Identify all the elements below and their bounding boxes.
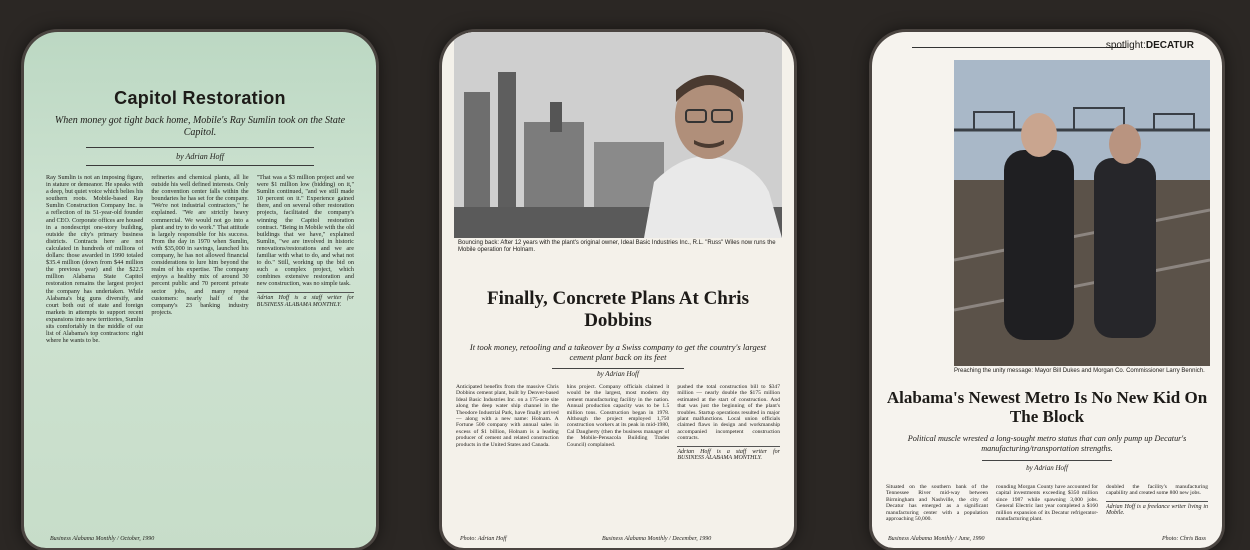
column-1 [46, 174, 143, 484]
photo-credit: Photo: Adrian Hoff [460, 536, 507, 542]
column-2 [151, 174, 248, 484]
section-prefix: spotlight: [1105, 40, 1146, 51]
headline: Alabama's Newest Metro Is No New Kid On The Block [886, 388, 1208, 426]
headline: Capitol Restoration [114, 88, 286, 108]
headline: Finally, Concrete Plans At Chris Dobbins [487, 288, 749, 331]
section-name: DECATUR [1145, 40, 1194, 51]
column-text: Situated on the southern bank of the Tennessee River mid-way between Birmingham and Nashville, the city of Decatur has emerged as a significant manufacturing center with a population approaching 50,000. [886, 484, 988, 523]
photo-credit: Photo: Chris Bass [1161, 536, 1206, 542]
column-3 [1106, 484, 1208, 532]
column-1 [886, 484, 988, 532]
author-tagline: Adrian Hoff is a staff writer for BUSINESS ALABAMA MONTHLY. [677, 446, 780, 462]
column-2 [996, 484, 1098, 532]
author-tagline: Adrian Hoff is a staff writer for BUSINESS ALABAMA MONTHLY. [257, 292, 354, 309]
column-text: hins project. Company officials claimed it would be the largest, most modern dry cement manufacturing facility in the nation. Annual production capacity was to be 1.5 million tons. Construction began in 1978. Although the project employed 1,750 construction workers at its peak in mid-1980, Cal Daugherty (then the business manager of the Mobile-Pensacola Building Trades Council) complained. [566, 384, 670, 448]
divider [86, 147, 314, 148]
photo-officials-on-tracks [954, 60, 1210, 366]
column-text: "That was a $3 million project and we were $1 million low (bidding) on it," Sumlin continued, "and we still made 10 percent on it." Experience gained there, and on several other restoration projects, facilitated the company's winning the Capitol restoration contract. "Being in Mobile with the old buildings that we have," explained Sumlin, "we are involved in historic renovations/restorations and we are familiar with what to do, and what not to do." Still, working up the bid on such a complex project, which combines extensive restoration and new construction, was no simple task. [256, 174, 354, 288]
section-rule [912, 47, 1126, 48]
author-tagline: Adrian Hoff is a freelance writer living in Mobile. [1106, 501, 1208, 517]
photo-illustration [454, 32, 782, 238]
folio: Business Alabama Monthly / December, 1990 [602, 536, 712, 542]
photo-caption: Preaching the unity message: Mayor Bill Dukes and Morgan Co. Commissioner Larry Bennich. [954, 368, 1205, 374]
photo-plant-and-man [454, 32, 782, 238]
column-text: Anticipated benefits from the massive Chris Dobbins cement plant, built by Denver-based Ideal Basic Industries Inc. on a 175-acre site along the deep water ship channel in the Theodore Industrial Park, have finally arrived — along with a new name: Holnam. A Fortune 500 company with annual sales in excess of $1 billion, Holnam is a leading producer of cement and related construction products in the United States and Canada. [456, 384, 559, 448]
column-1 [456, 384, 559, 524]
column-text: rounding Morgan County have accounted for capital investments exceeding $350 million since 1987 while spawning 3,000 jobs. General Electric last year completed a $160 million expansion of its Decatur refrigerator-manufacturing plant. [996, 484, 1098, 523]
photo-caption: Bouncing back: After 12 years with the plant's original owner, Ideal Basic Industries Inc., R.L. "Russ" Wiles now runs the Mobile operation for Holnam. [458, 240, 776, 253]
column-3 [677, 384, 780, 524]
byline: by Adrian Hoff [597, 370, 639, 378]
page-capitol-restoration [24, 32, 376, 548]
page-newest-metro [872, 32, 1222, 548]
article-columns [886, 484, 1208, 532]
deck: It took money, retooling and a takeover by a Swiss company to get the country's largest cement plant back on its feet [469, 342, 767, 362]
article-columns [46, 174, 354, 484]
byline: by Adrian Hoff [176, 152, 224, 161]
deck: Political muscle wrested a long-sought metro status that can only pump up Decatur's manufacturing/transportation strengths. [907, 434, 1187, 453]
folio: Business Alabama Monthly / June, 1990 [888, 536, 985, 542]
page-concrete-plans [442, 32, 794, 548]
article-columns [456, 384, 780, 524]
byline: by Adrian Hoff [1026, 464, 1068, 472]
section-header [1106, 40, 1194, 51]
column-text: refineries and chemical plants, all lie outside his well defined interests. Only the convention center falls within the boundaries he has set for the company. "We're not industrial contractors," he explained. "We are strictly heavy commercial. We would not go into a plant and try to do work." That attitude is largely responsible for his success. From the day in 1970 when Sumlin, with $35,000 in savings, launched his company, he has not allowed financial considerations to lure him beyond the realm of his expertise. The company enjoys a healthy mix of around 30 percent public and 70 percent private sector jobs, and many repeat customers: nearly half of the company's 23 banking industry projects. [151, 174, 249, 316]
column-text: doubled the facility's manufacturing capability and created some 800 new jobs. [1106, 484, 1208, 497]
divider [86, 165, 314, 166]
photo-illustration [954, 60, 1210, 366]
column-2 [567, 384, 670, 524]
deck: When money got tight back home, Mobile's Ray Sumlin took on the State Capitol. [54, 115, 346, 138]
column-text: Ray Sumlin is not an imposing figure, in stature or demeanor. He speaks with a deep, but quiet voice which belies his southern roots. Mobile-based Ray Sumlin Construction Company Inc. is a reflection of its 51-year-old founder and CEO. Corporate offices are housed in a nondescript one-story building, outside the city's primary business districts. Contracts here are not calculated in hundreds of millions of dollars: those awarded in 1990 totaled $35.4 million (down from $44 million the previous year) and the $22.5 million Alabama State Capitol restoration remains the largest project the company has undertaken. While Alabama's big guns diversify, and court both out of state and foreign markets in attempts to support recent expansions into new territories, Sumlin sits comfortably in the middle of our list of Alabama's top contractors: right where he wants to be. [46, 174, 144, 345]
divider [552, 368, 684, 369]
column-3 [257, 174, 354, 484]
folio: Business Alabama Monthly / October, 1990 [50, 536, 155, 542]
column-text: pushed the total construction bill to $347 million — nearly double the $175 million estimated at the start of construction. And that was just the beginning of the plant's troubles. Startup operations resulted in major plant malfunctions. Local union officials claimed flaws in design and workmanship accompanied incompetent construction contracts. [677, 384, 781, 442]
divider [982, 460, 1112, 461]
